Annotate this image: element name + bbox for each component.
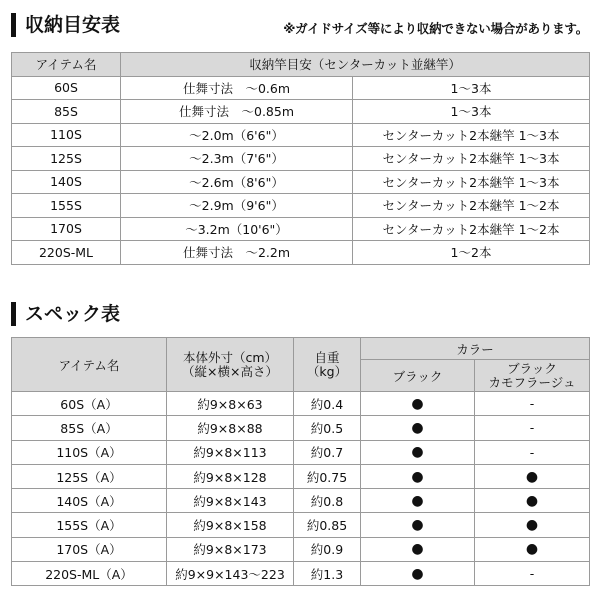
storage-item-cell: 85S — [12, 100, 121, 124]
storage-item-cell: 140S — [12, 170, 121, 194]
spec-header-weight — [294, 338, 361, 392]
table-row — [12, 170, 590, 194]
storage-item-cell: 125S — [12, 147, 121, 171]
table-row — [12, 100, 590, 124]
spec-dims-cell: 約9×9×143～223 — [167, 562, 294, 586]
spec-item-cell: 220S-ML（A） — [12, 562, 167, 586]
storage-header-row — [12, 53, 590, 77]
storage-size-cell: ～3.2m（10'6"） — [121, 217, 353, 241]
table-row — [12, 147, 590, 171]
storage-note: ※ガイドサイズ等により収納できない場合があります。 — [283, 21, 588, 36]
table-row — [12, 464, 590, 488]
spec-camo-cell: - — [475, 440, 590, 464]
table-row — [12, 440, 590, 464]
storage-item-cell: 110S — [12, 123, 121, 147]
storage-rods-cell: 1～3本 — [353, 76, 590, 100]
spec-header-weight-line2: （kg） — [306, 363, 348, 379]
storage-size-cell: ～2.9m（9'6"） — [121, 194, 353, 218]
storage-header-item: アイテム名 — [12, 53, 121, 77]
table-row — [12, 416, 590, 440]
spec-weight-cell: 約0.5 — [294, 416, 361, 440]
spec-camo-cell: - — [475, 416, 590, 440]
spec-dims-cell: 約9×8×63 — [167, 392, 294, 416]
spec-black-cell: ● — [361, 464, 475, 488]
spec-table — [11, 337, 590, 586]
spec-item-cell: 110S（A） — [12, 440, 167, 464]
spec-item-cell: 125S（A） — [12, 464, 167, 488]
heading-bar — [11, 302, 16, 326]
spec-header-dims-line2: （縦×横×高さ） — [182, 363, 278, 379]
storage-size-cell: 仕舞寸法 ～0.6m — [121, 76, 353, 100]
spec-header-row — [12, 338, 590, 360]
spec-black-cell: ● — [361, 440, 475, 464]
spec-header-item: アイテム名 — [12, 338, 167, 392]
spec-black-cell: ● — [361, 537, 475, 561]
spec-header-weight-line1: 自重 — [314, 349, 340, 365]
spec-weight-cell: 約0.75 — [294, 464, 361, 488]
spec-black-cell: ● — [361, 562, 475, 586]
storage-rods-cell: センターカット2本継竿 1～3本 — [353, 147, 590, 171]
spec-header-camo — [475, 360, 590, 392]
storage-size-cell: 仕舞寸法 ～0.85m — [121, 100, 353, 124]
spec-camo-cell: ● — [475, 464, 590, 488]
spec-item-cell: 60S（A） — [12, 392, 167, 416]
table-row — [12, 392, 590, 416]
spec-weight-cell: 約1.3 — [294, 562, 361, 586]
spec-weight-cell: 約0.8 — [294, 489, 361, 513]
spec-weight-cell: 約0.85 — [294, 513, 361, 537]
table-row — [12, 76, 590, 100]
storage-size-cell: ～2.3m（7'6"） — [121, 147, 353, 171]
table-row — [12, 123, 590, 147]
spec-header-camo-line1: ブラック — [507, 360, 557, 376]
storage-size-cell: ～2.0m（6'6"） — [121, 123, 353, 147]
table-row — [12, 562, 590, 586]
spec-item-cell: 170S（A） — [12, 537, 167, 561]
storage-rods-cell: センターカット2本継竿 1～2本 — [353, 194, 590, 218]
spec-item-cell: 155S（A） — [12, 513, 167, 537]
storage-rods-cell: 1～2本 — [353, 241, 590, 265]
table-row — [12, 537, 590, 561]
table-row — [12, 194, 590, 218]
spec-black-cell: ● — [361, 513, 475, 537]
storage-item-cell: 155S — [12, 194, 121, 218]
storage-rods-cell: センターカット2本継竿 1～3本 — [353, 123, 590, 147]
spec-black-cell: ● — [361, 416, 475, 440]
spec-camo-cell: ● — [475, 537, 590, 561]
spec-camo-cell: - — [475, 562, 590, 586]
spec-header-camo-line2: カモフラージュ — [488, 374, 576, 390]
heading-bar — [11, 13, 16, 37]
storage-title: 収納目安表 — [25, 14, 121, 36]
storage-table — [11, 52, 590, 265]
storage-rods-cell: センターカット2本継竿 1～2本 — [353, 217, 590, 241]
spec-dims-cell: 約9×8×113 — [167, 440, 294, 464]
spec-item-cell: 85S（A） — [12, 416, 167, 440]
table-row — [12, 513, 590, 537]
spec-weight-cell: 約0.4 — [294, 392, 361, 416]
spec-black-cell: ● — [361, 392, 475, 416]
storage-item-cell: 220S-ML — [12, 241, 121, 265]
storage-item-cell: 60S — [12, 76, 121, 100]
spec-dims-cell: 約9×8×128 — [167, 464, 294, 488]
storage-size-cell: 仕舞寸法 ～2.2m — [121, 241, 353, 265]
storage-rods-cell: 1～3本 — [353, 100, 590, 124]
spec-dims-cell: 約9×8×173 — [167, 537, 294, 561]
spec-dims-cell: 約9×8×143 — [167, 489, 294, 513]
spec-header-color: カラー — [361, 338, 590, 360]
spec-header-dims-line1: 本体外寸（cm） — [182, 349, 278, 365]
table-row — [12, 217, 590, 241]
spec-title: スペック表 — [25, 303, 121, 325]
spec-camo-cell: - — [475, 392, 590, 416]
spec-camo-cell: ● — [475, 489, 590, 513]
spec-weight-cell: 約0.9 — [294, 537, 361, 561]
spec-item-cell: 140S（A） — [12, 489, 167, 513]
storage-size-cell: ～2.6m（8'6"） — [121, 170, 353, 194]
spec-camo-cell: ● — [475, 513, 590, 537]
table-row — [12, 489, 590, 513]
spec-header-dims — [167, 338, 294, 392]
spec-dims-cell: 約9×8×158 — [167, 513, 294, 537]
spec-dims-cell: 約9×8×88 — [167, 416, 294, 440]
table-row — [12, 241, 590, 265]
spec-black-cell: ● — [361, 489, 475, 513]
spec-header-black: ブラック — [361, 360, 475, 392]
storage-rods-cell: センターカット2本継竿 1～3本 — [353, 170, 590, 194]
spec-weight-cell: 約0.7 — [294, 440, 361, 464]
storage-header-guide: 収納竿目安（センターカット並継竿） — [121, 53, 590, 77]
storage-item-cell: 170S — [12, 217, 121, 241]
